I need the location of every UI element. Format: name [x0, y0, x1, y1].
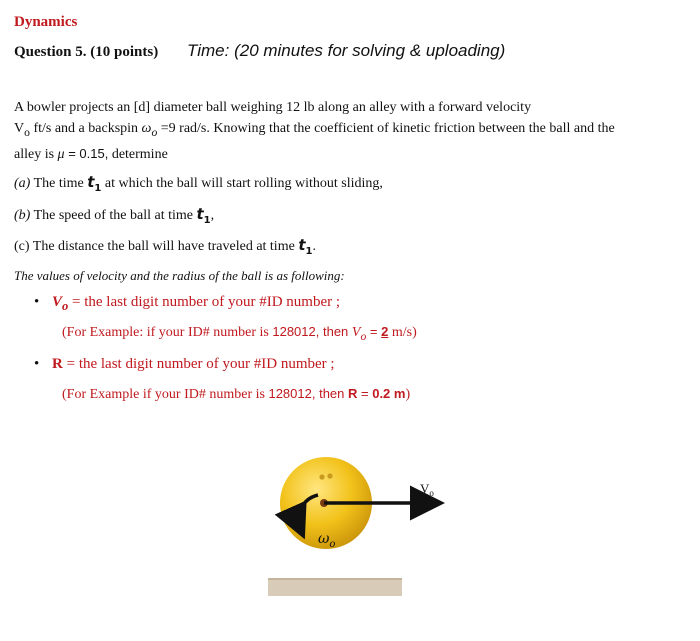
problem-line-2 [14, 118, 690, 143]
problem-line-3a: alley is [14, 146, 58, 162]
part-b-text-end: , [210, 208, 215, 223]
bullet-radius: • R = the last digit number of your #ID number ; [34, 356, 335, 372]
bowling-ball-figure [260, 455, 460, 610]
t1-symbol: $t_1$ [196, 205, 211, 226]
finger-hole [327, 473, 332, 478]
bullet-velocity: • $V_o$ = the last digit number of your #ID number ; [34, 294, 341, 313]
omega-label: $\omega_o$ [318, 531, 336, 550]
omega-subscript: o [151, 125, 158, 139]
bullet-radius-text: the last digit number of your #ID number ; [78, 356, 335, 372]
v-symbol: V [14, 121, 25, 136]
alley-floor [268, 578, 402, 596]
example-velocity-value: 2 [381, 324, 389, 339]
example-radius-value: 0.2 m [372, 386, 406, 401]
part-a [14, 173, 383, 194]
part-b-label: (b) [14, 208, 31, 223]
course-title: Dynamics [14, 14, 78, 30]
problem-line-3b: determine [108, 146, 168, 162]
part-b [14, 205, 214, 226]
part-c [14, 236, 316, 257]
t1-symbol: $t_1$ [298, 236, 313, 257]
part-b-text: The speed of the ball at time [30, 208, 197, 223]
problem-line-2b: =9 rad/s. Knowing that the coefficient of kinetic friction between the ball and the [157, 121, 615, 136]
alley-floor-edge [268, 578, 402, 580]
part-a-text-end: at which the ball will start rolling without sliding, [101, 176, 383, 191]
problem-line-2a: ft/s and a backspin [29, 121, 142, 136]
part-a-label: (a) [14, 176, 31, 191]
part-c-label: (c) [14, 239, 30, 254]
example-id: 128012 [268, 386, 312, 401]
bullet-dot: • [34, 294, 40, 310]
problem-line-3 [14, 143, 690, 165]
problem-statement [14, 97, 690, 165]
part-c-text-end: . [312, 239, 316, 254]
t1-symbol: $t_1$ [87, 173, 102, 194]
part-c-text: The distance the ball will have traveled at time [29, 239, 299, 254]
r-symbol: R [52, 356, 63, 372]
problem-line-1: A bowler projects an [d] diameter ball weighing 12 lb along an alley with a forward velocity [14, 100, 532, 115]
values-note: The values of velocity and the radius of the ball is as following: [14, 268, 345, 283]
question-label: Question 5. (10 points) [14, 44, 159, 60]
finger-hole [319, 474, 324, 479]
radius-example: (For Example if your ID# number is 128012, then R = 0.2 m) [62, 386, 411, 402]
part-a-text: The time [30, 176, 88, 191]
velocity-label: $V_o$ [420, 481, 434, 498]
question-header [14, 41, 506, 61]
bullet-dot: • [34, 356, 40, 372]
time-note: Time: (20 minutes for solving & uploading) [187, 41, 506, 60]
velocity-example: (For Example: if your ID# number is 128012, then $V_o = 2$ m/s) [62, 324, 417, 343]
omega-symbol: ω [141, 121, 152, 136]
mu-symbol: μ [57, 146, 65, 162]
example-id: 128012 [272, 324, 316, 339]
vo-symbol: V [52, 294, 63, 310]
mu-value: = 0.15, [64, 145, 109, 161]
bullet-velocity-text: the last digit number of your #ID number ; [84, 294, 341, 310]
v-subscript: o [24, 125, 30, 139]
